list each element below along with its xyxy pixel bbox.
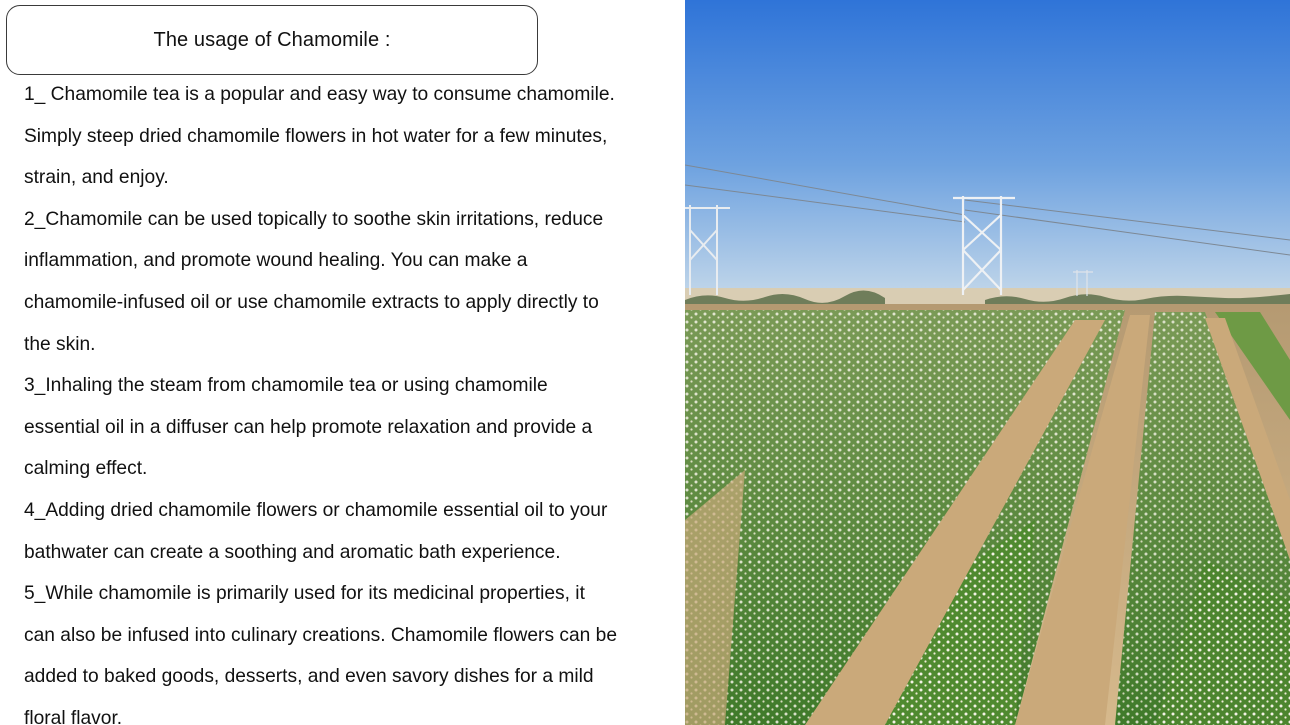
text-line: 3_Inhaling the steam from chamomile tea or using chamomile xyxy=(24,375,548,397)
text-line: 4_Adding dried chamomile flowers or chamomile essential oil to your xyxy=(24,499,608,521)
usage-text xyxy=(24,74,686,725)
page-title: The usage of Chamomile : xyxy=(153,28,391,51)
text-line: bathwater can create a soothing and aromatic bath experience. xyxy=(24,541,561,563)
text-line: 5_While chamomile is primarily used for its medicinal properties, it xyxy=(24,583,585,605)
title-box xyxy=(6,5,538,75)
text-line: inflammation, and promote wound healing. You can make a xyxy=(24,250,528,272)
text-line: essential oil in a diffuser can help promote relaxation and provide a xyxy=(24,416,593,438)
text-line: calming effect. xyxy=(24,458,148,480)
sky xyxy=(685,0,1290,300)
text-line: chamomile-infused oil or use chamomile extracts to apply directly to xyxy=(24,291,599,313)
text-line: added to baked goods, desserts, and even savory dishes for a mild xyxy=(24,666,594,688)
text-line: Simply steep dried chamomile flowers in hot water for a few minutes, xyxy=(24,125,608,147)
text-line: floral flavor. xyxy=(24,707,123,725)
text-line: strain, and enjoy. xyxy=(24,167,169,189)
chamomile-field-photo xyxy=(685,0,1290,725)
text-line: 1_ Chamomile tea is a popular and easy way to consume chamomile. xyxy=(24,84,615,105)
text-line: can also be infused into culinary creations. Chamomile flowers can be xyxy=(24,624,617,646)
text-line: 2_Chamomile can be used topically to soothe skin irritations, reduce xyxy=(24,208,604,230)
text-line: the skin. xyxy=(24,333,96,355)
